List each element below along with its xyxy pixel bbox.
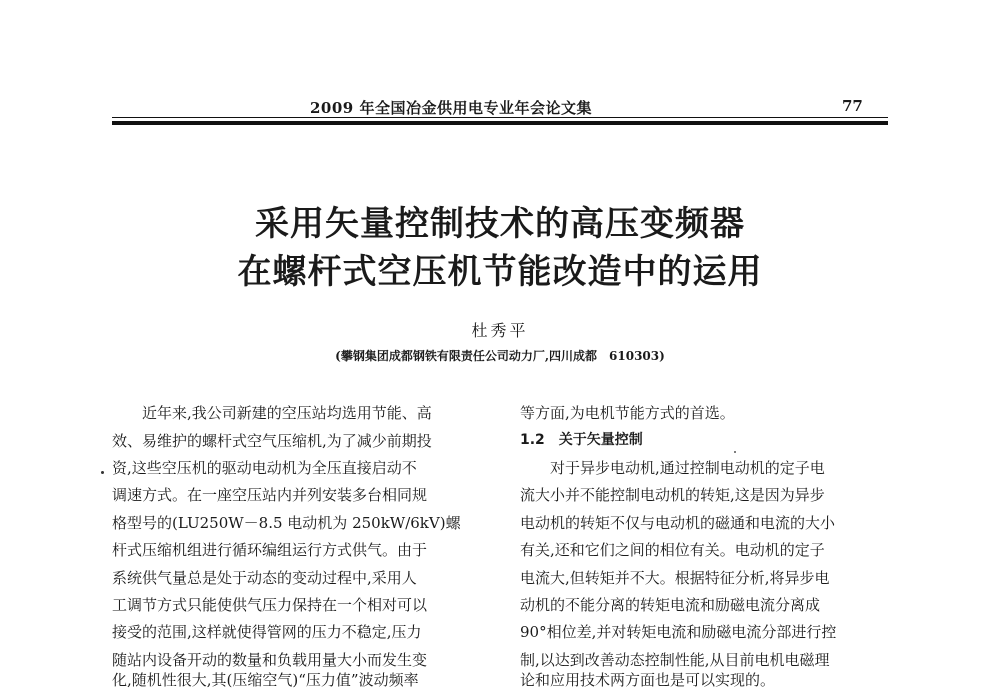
scan-speck xyxy=(734,451,736,453)
body-line: 动机的不能分离的转矩电流和励磁电流分离成 xyxy=(520,596,821,614)
body-line: 效、易维护的螺杆式空气压缩机,为了减少前期投 xyxy=(112,432,432,450)
body-line: 化,随机性很大,其(压缩空气)“压力值”波动频率 xyxy=(112,671,419,689)
body-line: 电动机的转矩不仅与电动机的磁通和电流的大小 xyxy=(520,514,836,532)
body-line: 接受的范围,这样就使得管网的压力不稳定,压力 xyxy=(112,623,422,641)
body-line: 90°相位差,并对转矩电流和励磁电流分部进行控 xyxy=(520,623,837,641)
body-line: 电流大,但转矩并不大。根据特征分析,将异步电 xyxy=(520,569,830,587)
body-line: 资,这些空压机的驱动电动机为全压直接启动不 xyxy=(112,459,417,477)
body-line: 流大小并不能控制电动机的转矩,这是因为异步 xyxy=(520,486,825,504)
body-line: 等方面,为电机节能方式的首选。 xyxy=(520,404,735,422)
journal-title: 2009 年全国冶金供用电专业年会论文集 xyxy=(310,99,592,117)
body-line: 系统供气量总是处于动态的变动过程中,采用人 xyxy=(112,569,417,587)
body-line: 格型号的(LU250W－8.5 电动机为 250kW/6kV)螺 xyxy=(112,514,461,532)
header-rule-thin xyxy=(112,117,888,118)
body-line: 制,以达到改善动态控制性能,从目前电机电磁理 xyxy=(520,651,830,669)
body-line: 随站内设备开动的数量和负载用量大小而发生变 xyxy=(112,651,428,669)
body-line: 调速方式。在一座空压站内并列安装多台相同规 xyxy=(112,486,428,504)
body-line: 对于异步电动机,通过控制电动机的定子电 xyxy=(520,459,825,477)
header-rule-thick xyxy=(112,121,888,125)
scan-speck xyxy=(101,471,104,474)
body-line: 论和应用技术两方面也是可以实现的。 xyxy=(520,671,776,689)
author-name: 杜秀平 xyxy=(471,321,529,340)
section-heading: 1.2 关于矢量控制 xyxy=(520,432,643,448)
page-number: 77 xyxy=(842,97,863,115)
paper-title-line-2: 在螺杆式空压机节能改造中的运用 xyxy=(237,252,763,292)
body-line: 杆式压缩机组进行循环编组运行方式供气。由于 xyxy=(112,541,428,559)
paper-title-line-1: 采用矢量控制技术的高压变频器 xyxy=(255,204,745,244)
body-line: 有关,还和它们之间的相位有关。电动机的定子 xyxy=(520,541,825,559)
author-affiliation: (攀钢集团成都钢铁有限责任公司动力厂,四川成都 610303) xyxy=(335,349,665,363)
body-line: 近年来,我公司新建的空压站均选用节能、高 xyxy=(112,404,432,422)
body-line: 工调节方式只能使供气压力保持在一个相对可以 xyxy=(112,596,428,614)
